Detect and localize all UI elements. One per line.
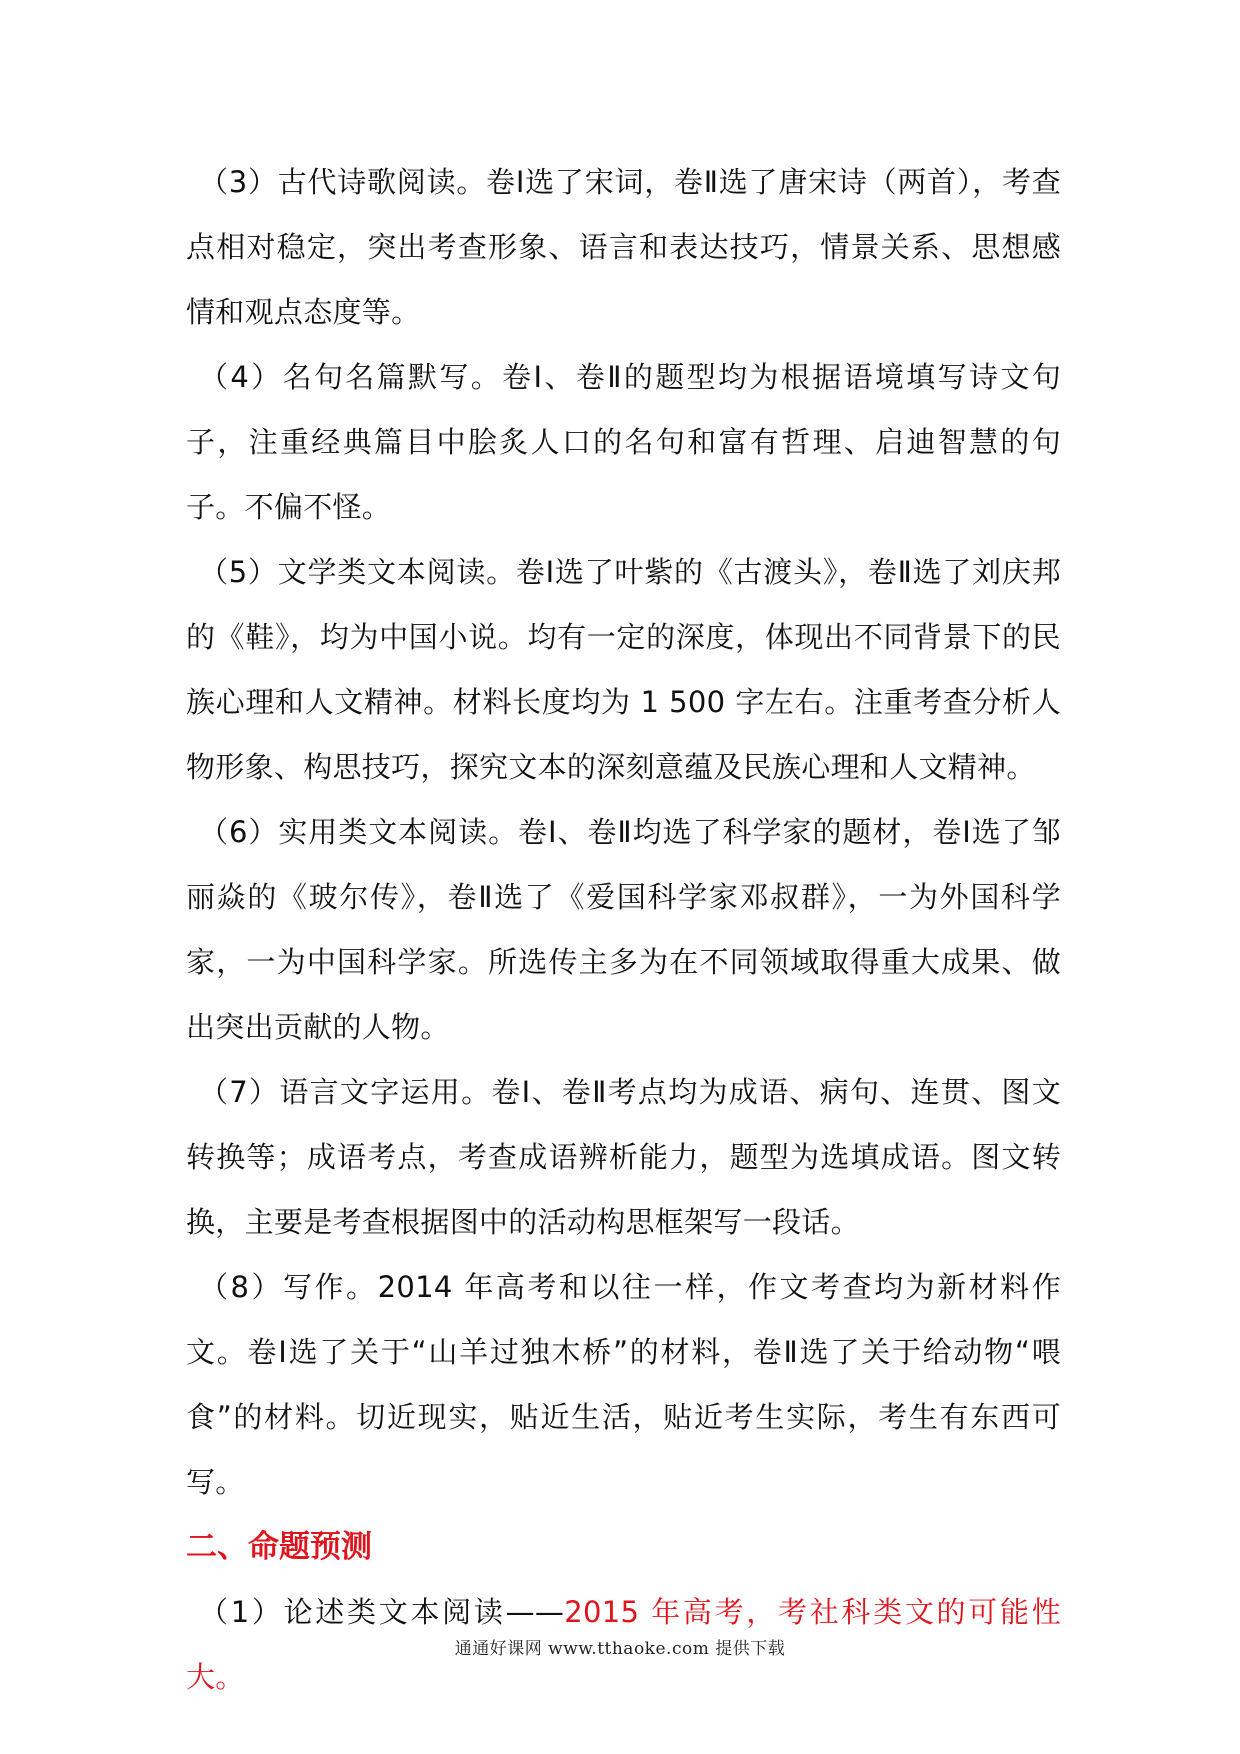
section-heading-prediction: 二、命题预测 xyxy=(186,1529,372,1565)
paragraph-ancient-poetry: （3）古代诗歌阅读。卷Ⅰ选了宋词，卷Ⅱ选了唐宋诗（两首），考查点相对稳定，突出考查形象、语言和表达技巧，情景关系、思想感情和观点态度等。 xyxy=(186,165,1061,329)
paragraph-language-use: （7）语言文字运用。卷Ⅰ、卷Ⅱ考点均为成语、病句、连贯、图文转换等；成语考点，考查成语辨析能力，题型为选填成语。图文转换，主要是考查根据图中的活动构思框架写一段话。 xyxy=(186,1075,1061,1239)
paragraph-literary-text: （5）文学类文本阅读。卷Ⅰ选了叶紫的《古渡头》，卷Ⅱ选了刘庆邦的《鞋》，均为中国小说。均有一定的深度，体现出不同背景下的民族心理和人文精神。材料长度均为 1 500 字左右。注重考查分析人物形象、构思技巧，探究文本的深刻意蕴及民族心理和人文精神。 xyxy=(186,555,1061,784)
prediction-highlight: 2015 年高考，考社科类文的可能性大。 xyxy=(186,1595,1062,1694)
paragraph-famous-lines: （4）名句名篇默写。卷Ⅰ、卷Ⅱ的题型均为根据语境填写诗文句子，注重经典篇目中脍炙人口的名句和富有哲理、启迪智慧的句子。不偏不怪。 xyxy=(186,360,1061,524)
paragraph-practical-text: （6）实用类文本阅读。卷Ⅰ、卷Ⅱ均选了科学家的题材，卷Ⅰ选了邹丽焱的《玻尔传》，卷Ⅱ选了《爱国科学家邓叔群》，一为外国科学家，一为中国科学家。所选传主多为在不同领域取得重大成果、做出突出贡献的人物。 xyxy=(186,815,1061,1044)
prediction-prefix: （1）论述类文本阅读—— xyxy=(199,1595,565,1629)
page-footer: 通通好课网 www.tthaoke.com 提供下载 xyxy=(454,1639,786,1659)
document-body xyxy=(186,150,1061,1710)
paragraph-writing: （8）写作。2014 年高考和以往一样，作文考查均为新材料作文。卷Ⅰ选了关于“山羊过独木桥”的材料，卷Ⅱ选了关于给动物“喂食”的材料。切近现实，贴近生活，贴近考生实际，考生有东西可写。 xyxy=(186,1270,1061,1499)
